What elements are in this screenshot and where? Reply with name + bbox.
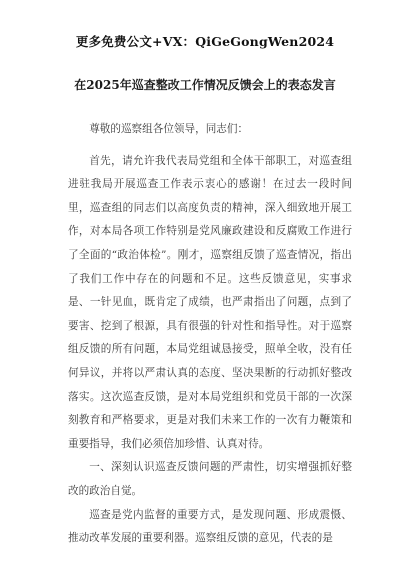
section-heading-1: 一、深刻认识巡查反馈问题的严肃性，切实增强抓好整改的政治自觉。 [68, 461, 352, 497]
paragraph-1: 首先，请允许我代表局党组和全体干部职工，对巡查组进驻我局开展巡查工作表示衷心的感谢！在过去一段时间里，巡查组的同志们以高度负责的精神，深入细致地开展工作，对本局各项工作特别是党风廉政建设和反腐败工作进行了全面的“政治体检”。刚才，巡察组反馈了巡查情况，指出了我们工作中存在的问题和不足。这些反馈意见，实事求是、一针见血，既肯定了成绩，也严肃指出了问题，点到了要害、挖到了根源，具有很强的针对性和指导性。对于巡察组反馈的所有问题，本局党组诚恳接受，照单全收，没有任何异议，并将以严肃认真的态度、坚决果断的行动抓好整改落实。这次巡查反馈，是对本局党组织和党员干部的一次深刻教育和严格要求，更是对我们未来工作的一次有力鞭策和重要指导，我们必须倍加珍惜、认真对待。 [68, 154, 352, 450]
document-body [68, 118, 352, 551]
document-title: 在2025年巡查整改工作情况反馈会上的表态发言 [74, 78, 336, 92]
salutation: 尊敬的巡察组各位领导，同志们： [89, 123, 249, 135]
promo-header: 更多免费公文+VX：QiGeGongWen2024 [75, 34, 335, 49]
paragraph-2: 巡查是党内监督的重要方式，是发现问题、形成震慑、推动改革发展的重要利器。巡察组反馈的意见，代表的是 [68, 508, 352, 545]
